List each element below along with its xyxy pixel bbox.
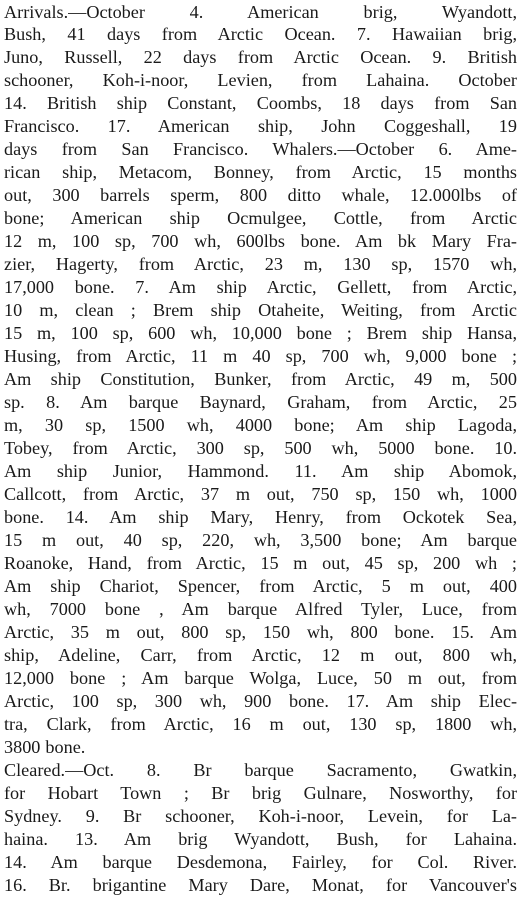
text-line: bone. 14. Am ship Mary, Henry, from Ockotek Sea,: [4, 507, 517, 527]
text-line: out, 300 barrels sperm, 800 ditto whale, 12.000lbs of: [4, 185, 517, 205]
text-line: ship, Adeline, Carr, from Arctic, 12 m out, 800 wh,: [4, 645, 517, 665]
text-line: 15 m, 100 sp, 600 wh, 10,000 bone ; Brem ship Hansa,: [4, 323, 517, 343]
text-line: m, 30 sp, 1500 wh, 4000 bone; Am ship Lagoda,: [4, 415, 517, 435]
text-line: 3800 bone.: [4, 737, 86, 757]
text-line: haina. 13. Am brig Wyandott, Bush, for Lahaina.: [4, 829, 517, 849]
text-line: bone; American ship Ocmulgee, Cottle, from Arctic: [4, 208, 517, 228]
text-line: Arrivals.—October 4. American brig, Wyandott,: [4, 2, 517, 22]
text-line: Sydney. 9. Br schooner, Koh-i-noor, Levein, for La-: [4, 806, 517, 826]
text-line: Callcott, from Arctic, 37 m out, 750 sp, 150 wh, 1000: [4, 484, 517, 504]
text-line: Arctic, 100 sp, 300 wh, 900 bone. 17. Am ship Elec-: [4, 691, 517, 711]
text-line: Am ship Constitution, Bunker, from Arctic, 49 m, 500: [4, 369, 517, 389]
text-line: 12 m, 100 sp, 700 wh, 600lbs bone. Am bk Mary Fra-: [4, 231, 517, 251]
text-line: Juno, Russell, 22 days from Arctic Ocean. 9. British: [4, 47, 517, 67]
text-line: 15 m out, 40 sp, 220, wh, 3,500 bone; Am barque: [4, 530, 517, 550]
text-line: tra, Clark, from Arctic, 16 m out, 130 sp, 1800 wh,: [4, 714, 517, 734]
text-line: Am ship Junior, Hammond. 11. Am ship Abomok,: [4, 461, 517, 481]
text-line: Francisco. 17. American ship, John Coggeshall, 19: [4, 116, 517, 136]
text-line: Am ship Chariot, Spencer, from Arctic, 5 m out, 400: [4, 576, 517, 596]
text-line: Tobey, from Arctic, 300 sp, 500 wh, 5000 bone. 10.: [4, 438, 517, 458]
text-line: rican ship, Metacom, Bonney, from Arctic, 15 months: [4, 162, 517, 182]
text-line: wh, 7000 bone , Am barque Alfred Tyler, Luce, from: [4, 599, 517, 619]
text-line: for Hobart Town ; Br brig Gulnare, Nosworthy, for: [4, 783, 517, 803]
text-line: Bush, 41 days from Arctic Ocean. 7. Hawaiian brig,: [4, 24, 517, 44]
text-line: Roanoke, Hand, from Arctic, 15 m out, 45 sp, 200 wh ;: [4, 553, 517, 573]
text-line: 17,000 bone. 7. Am ship Arctic, Gellett, from Arctic,: [4, 277, 517, 297]
text-line: 16. Br. brigantine Mary Dare, Monat, for Vancouver's: [4, 875, 517, 895]
text-line: sp. 8. Am barque Baynard, Graham, from Arctic, 25: [4, 392, 517, 412]
text-line: days from San Francisco. Whalers.—October 6. Ame-: [4, 139, 517, 159]
text-line: 12,000 bone ; Am barque Wolga, Luce, 50 m out, from: [4, 668, 517, 688]
text-line: Cleared.—Oct. 8. Br barque Sacramento, Gwatkin,: [4, 760, 517, 780]
text-line: schooner, Koh-i-noor, Levien, from Lahaina. October: [4, 70, 517, 90]
text-line: 10 m, clean ; Brem ship Otaheite, Weiting, from Arctic: [4, 300, 517, 320]
text-line: 14. Am barque Desdemona, Fairley, for Col. River.: [4, 852, 517, 872]
text-line: zier, Hagerty, from Arctic, 23 m, 130 sp, 1570 wh,: [4, 254, 517, 274]
text-line: Arctic, 35 m out, 800 sp, 150 wh, 800 bone. 15. Am: [4, 622, 517, 642]
text-line: 14. British ship Constant, Coombs, 18 days from San: [4, 93, 517, 113]
text-line: Husing, from Arctic, 11 m 40 sp, 700 wh, 9,000 bone ;: [4, 346, 517, 366]
